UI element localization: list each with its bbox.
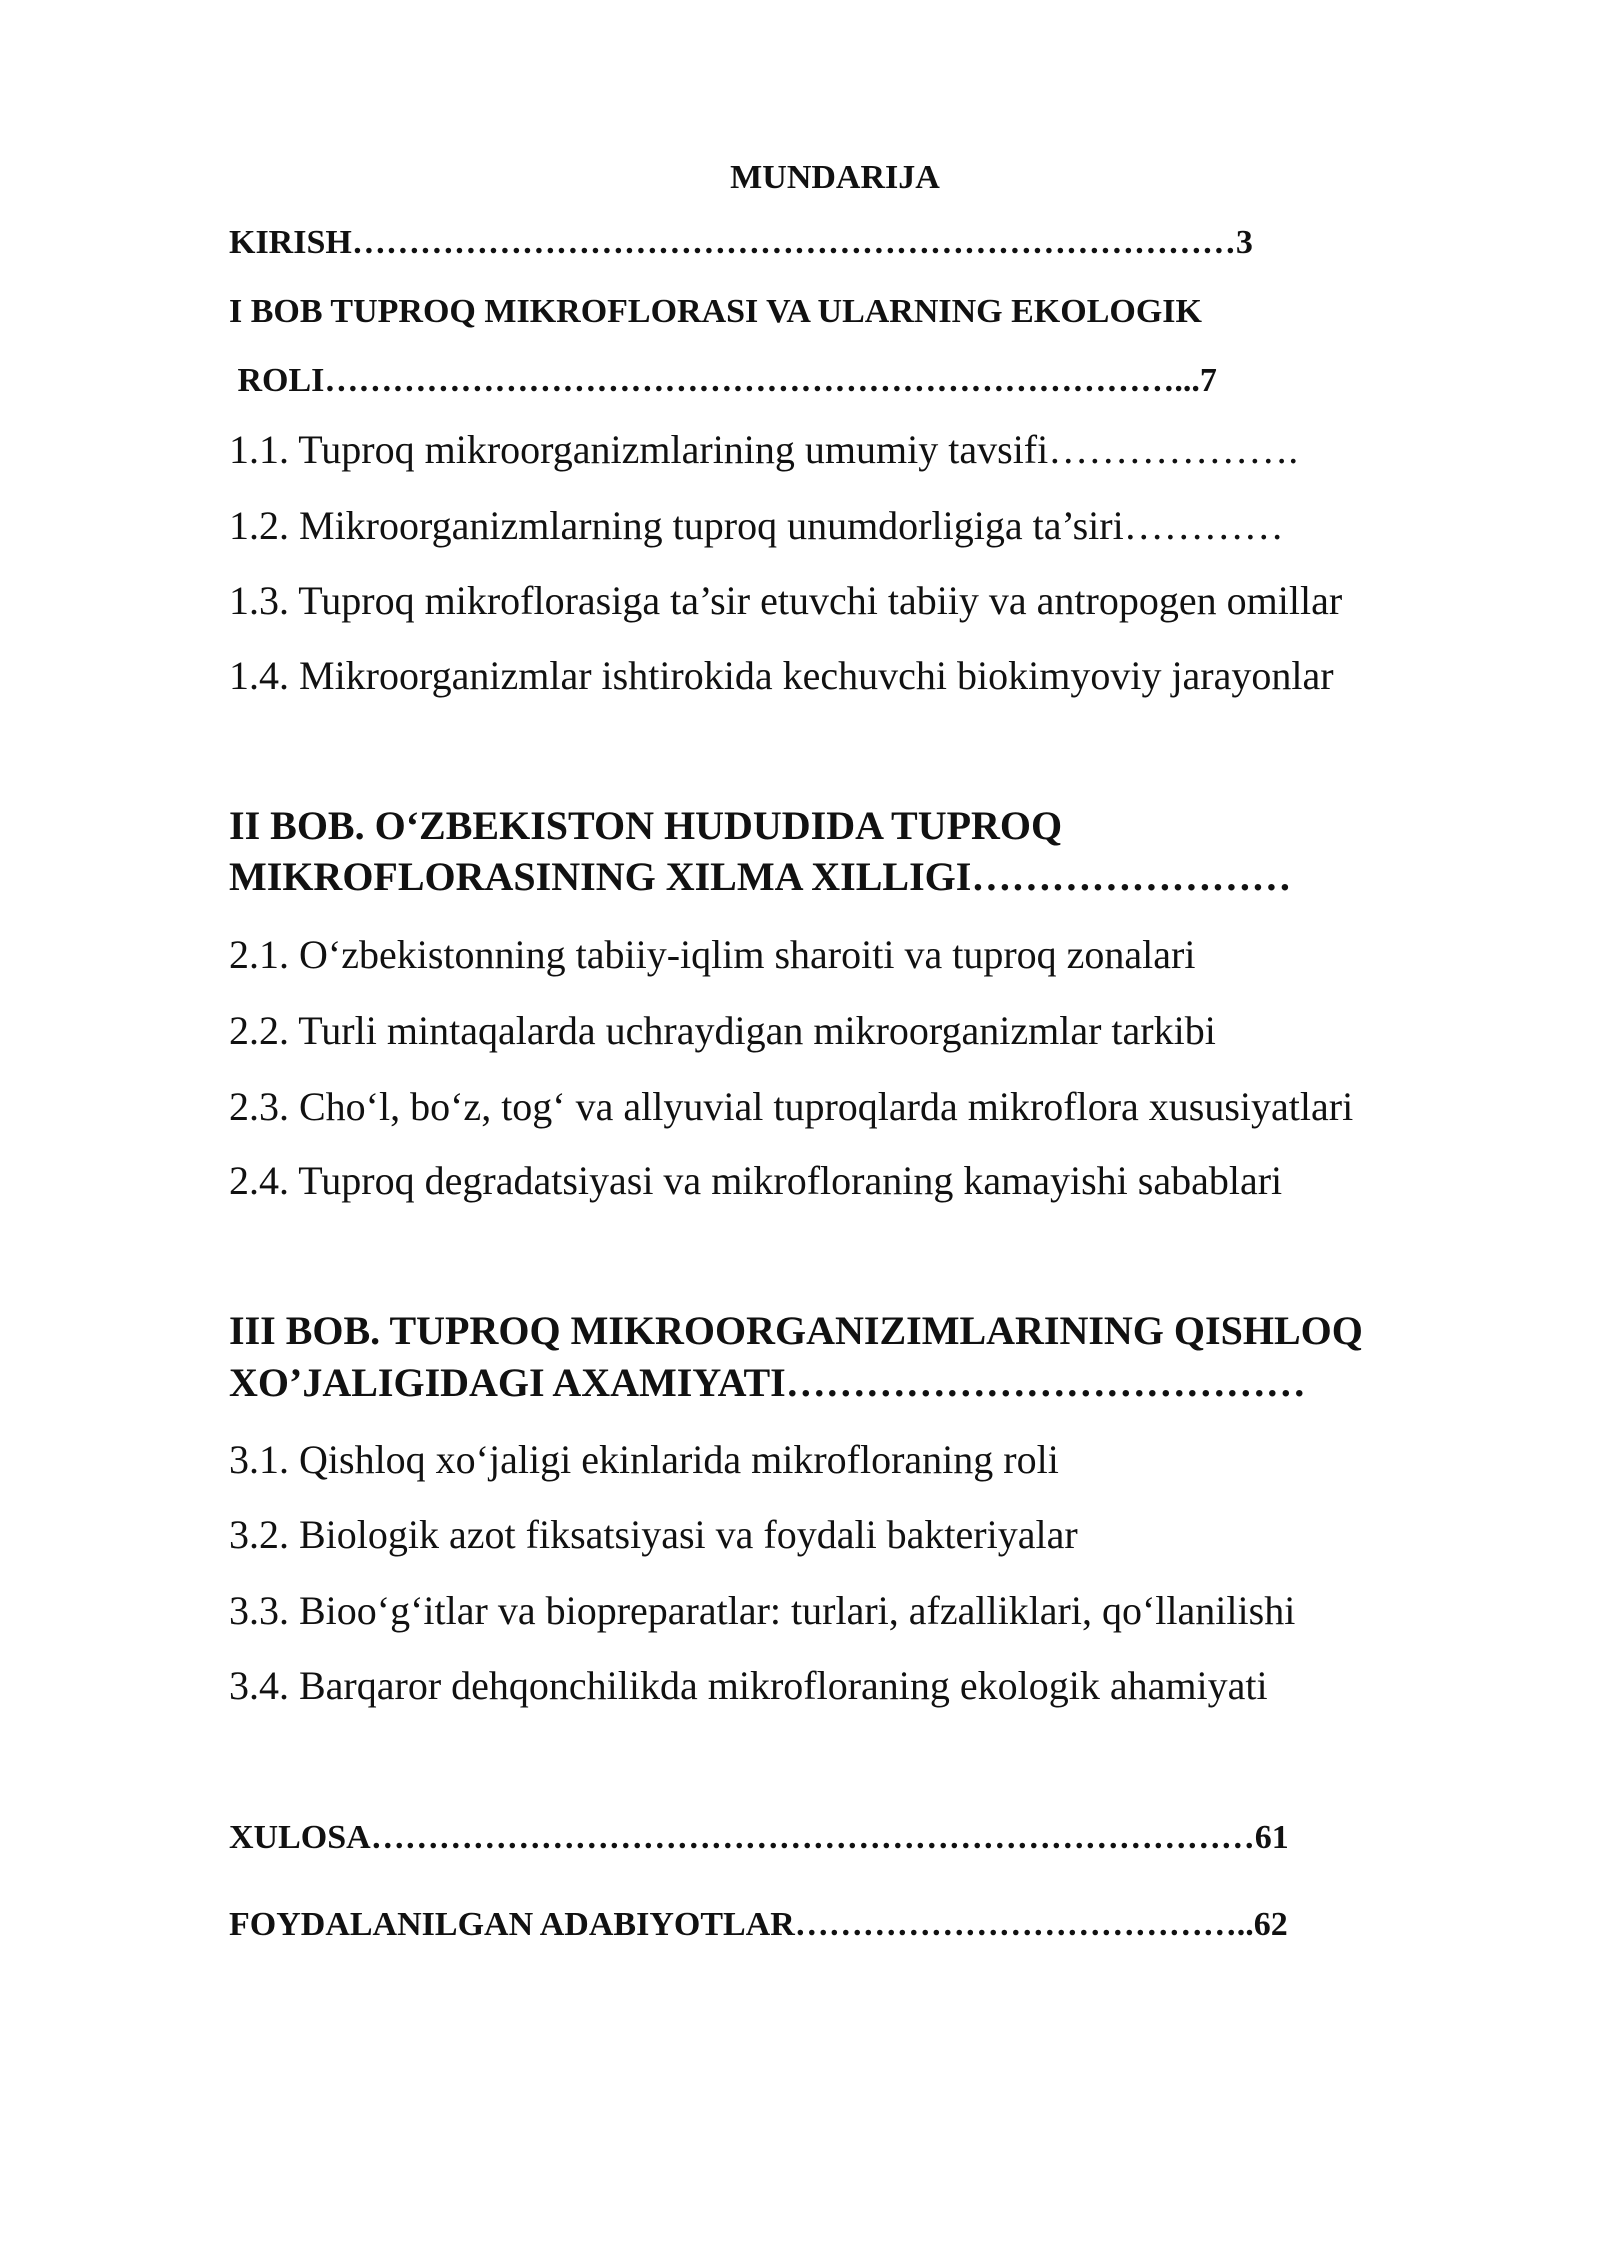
toc-section-1-1: 1.1. Tuproq mikroorganizmlarining umumiy tavsifi………………. [229,427,1299,472]
toc-chapter-2-title-continued: MIKROFLORASINING XILMA XILLIGI…………………… [229,854,1292,899]
toc-section-2-4: 2.4. Tuproq degradatsiyasi va mikrofloraning kamayishi sabablari [229,1158,1283,1203]
toc-entry-adabiyotlar: FOYDALANILGAN ADABIYOTLAR…………………………………..62 [229,1906,1288,1943]
toc-section-3-1: 3.1. Qishloq xo‘jaligi ekinlarida mikrofloraning roli [229,1437,1059,1482]
toc-chapter-3-title-continued: XO’JALIGIDAGI AXAMIYATI………………………………… [229,1360,1306,1405]
toc-section-1-4: 1.4. Mikroorganizmlar ishtirokida kechuvchi biokimyoviy jarayonlar [229,653,1334,698]
toc-section-1-3: 1.3. Tuproq mikroflorasiga ta’sir etuvchi tabiiy va antropogen omillar [229,578,1343,623]
toc-section-3-2: 3.2. Biologik azot fiksatsiyasi va foydali bakteriyalar [229,1512,1078,1557]
toc-chapter-1-title: I BOB TUPROQ MIKROFLORASI VA ULARNING EKOLOGIK [229,293,1202,330]
toc-chapter-3-title: III BOB. TUPROQ MIKROORGANIZIMLARINING QISHLOQ [229,1308,1363,1353]
toc-section-3-4: 3.4. Barqaror dehqonchilikda mikrofloraning ekologik ahamiyati [229,1663,1268,1708]
toc-section-2-3: 2.3. Cho‘l, bo‘z, tog‘ va allyuvial tuproqlarda mikroflora xususiyatlari [229,1084,1354,1129]
toc-section-1-2: 1.2. Mikroorganizmlarning tuproq unumdorligiga ta’siri………… [229,503,1284,548]
toc-chapter-1-title-continued: ROLI…………………………………………………………………...7 [229,362,1217,399]
toc-section-3-3: 3.3. Bioo‘g‘itlar va biopreparatlar: turlari, afzalliklari, qo‘llanilishi [229,1588,1296,1633]
toc-section-2-1: 2.1. O‘zbekistonning tabiiy-iqlim sharoiti va tuproq zonalari [229,932,1196,977]
toc-entry-kirish: KIRISH……………………………………………………………………3 [229,224,1253,261]
toc-chapter-2-title: II BOB. O‘ZBEKISTON HUDUDIDA TUPROQ [229,803,1063,848]
page-title: MUNDARIJA [730,159,940,196]
toc-entry-xulosa: XULOSA……………………………………………………………………61 [229,1819,1289,1856]
toc-section-2-2: 2.2. Turli mintaqalarda uchraydigan mikroorganizmlar tarkibi [229,1008,1216,1053]
